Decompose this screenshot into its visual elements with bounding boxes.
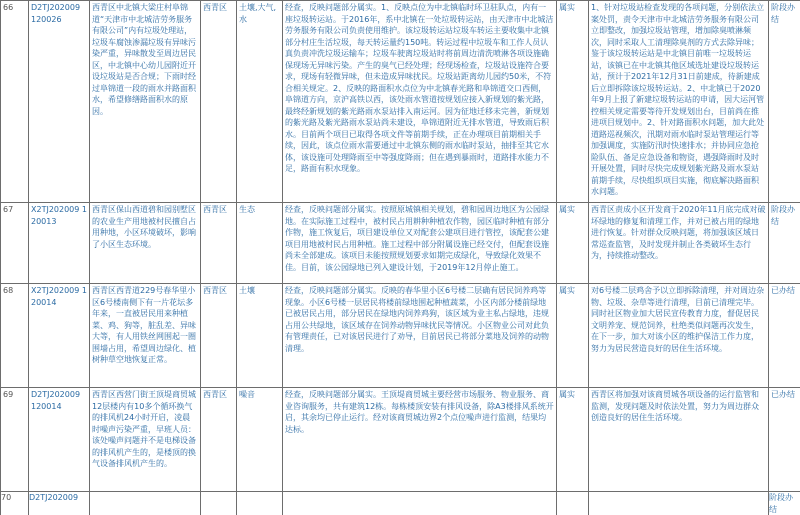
table-row — [1, 1, 800, 203]
pollution-type: 土壤,大气,水 — [237, 1, 283, 203]
truth-status: 属实 — [557, 388, 589, 492]
pollution-type: 噪音 — [237, 388, 283, 492]
case-code: X2TJ202009 120013 — [29, 203, 90, 284]
rectification-measures: 1、针对垃圾站检查发现的各项问题，分别依法立案处罚，责令天津市中北城洁劳务服务有限公司立即整改，加强垃圾站管理，增加除臭喷淋频次，同时采取人工清理除臭剂的方式去除异味；鉴于该垃圾转运站是中北镇目前唯一垃圾转运站，该镇已在中北镇其他区域选址建设垃圾转运站，预计于2021年12月31日前建成，待新建成后立即拆除该垃圾转运站。2、中北镇已于2020年9月上报了新建垃圾转运站的申请，因大运河管控相关规定需要等待开发规划出台，目前尚在推进项目规划中。2、针对路面积水问题，加大此处道路巡视频次，汛期对雨水临时泵站管理运行等加强调度，实施防汛时快速排水；并协同应急抢险队伍、备足应急设备和物资，遇强降雨时及时开展处置，同时尽快完成规划紫光路及雨水泵站前期手续，尽快组织项目实施，彻底解决路面积水问题。 — [589, 1, 769, 203]
row-number: 68 — [1, 284, 29, 388]
complaint-content: 西青区西青道229号春华里小区6号楼南侧下有一片花坛多年来，一直被居民用来种植菜、鸡、狗等，脏乱差、异味大等，有人用铁丝网围起一圈围墙占用，希望周边绿化、植树种草空地恢复正常。 — [90, 284, 201, 388]
district: 西青区 — [201, 284, 237, 388]
rectification-measures: 西青区将加强对该商贸城各项设备的运行监管和监测，发现问题及时依法处置，努力为周边群众创造良好的居住生活环境。 — [589, 388, 769, 492]
table-row — [1, 203, 800, 284]
row-number: 70 — [1, 492, 29, 515]
pollution-type: 生态 — [237, 203, 283, 284]
completion-status: 已办结 — [769, 388, 800, 492]
completion-status: 阶段办结 — [769, 1, 800, 203]
complaint-content: 西青区中北镇大梁庄村阜锦道“天津市中北城洁劳务服务有限公司”内有垃圾处理站，垃圾车腐蚀渗漏垃圾有异味污染严重，异味散发至周边居民区，中北镇中心幼儿园附近开设垃圾站是否合规；下雨时经过阜锦道一段的雨水并路面积水，希望修缮路面积水的原因。 — [90, 1, 201, 203]
investigation-finding: 经查，反映问题部分属实。1、反映点位为中北镇临时环卫驻队点，内有一座垃圾转运站。于2016年，系中北镇在一处垃圾转运站，由天津市中北城洁劳务服务有限公司负责使用维护。该垃圾转运站垃圾车转运主要收集中北镇部分村庄生活垃圾，每天转运量约150吨。转运过程中垃圾车和工作人员认真负责冲洗垃圾运输车；垃圾车驶离垃圾站时将前周边清洗喷淋各项设施确保现场无异味污染。产生的臭气已经处理；经现场检查，垃圾站设施符合要求，现场有轻微异味，但未造成异味扰民。垃圾站距离幼儿园约50米，不符合相关规定。2、反映的路面积水点位为中北镇春光路和阜锦道交口西侧，阜锦道方向，京沪高铁以西，该处雨水管道按规划应接入新规划的紫光路，最终经新规划的紫光路雨水泵站排入南运河。因为征地迁移未完善，新规划的紫光路及紫光路雨水泵站尚未建设，阜锦道附近无排水管道，导致雨后积水。目前两个项目已取得各项文件等前期手续，正在办理项目前期相关手续，因此，该点位雨水需要通过中北镇东侧的雨水临时泵站，抽排至其它水体，该设施可处理降雨至中等强度降雨；但在遇到暴雨时，道路排水能力不足，路面有积水现象。 — [283, 1, 557, 203]
investigation-finding: 经查，反映问题部分属实。王顶堤商贸城主要经营市场服务、物业服务、商业咨询服务，共有建筑12栋。每栋楼顶安装有排风设备，除A3楼排风系统开启，其余均已停止运行。经对该商贸城边界2个点位噪声进行监测，结果均达标。 — [283, 388, 557, 492]
table-row — [1, 388, 800, 492]
row-number: 67 — [1, 203, 29, 284]
district: 西青区 — [201, 1, 237, 203]
district: 西青区 — [201, 203, 237, 284]
district: 西青区 — [201, 388, 237, 492]
completion-status: 阶段办结 — [769, 492, 800, 515]
complaint-content: 西青区保山西道碧和园别墅区的农业生产用地被村民擅自占用种地，小区环境破坏，影响了小区生态环境。 — [90, 203, 201, 284]
investigation-finding: 经查，反映问题部分属实。反映的春华里小区6号楼二层确有居民饲养鸡等现象。小区6号楼一层居民将楼前绿地围起种植蔬菜，小区内部分楼前绿地已被居民占用，部分居民在绿地内饲养鸡狗，该区域为业主私占绿地，违规占用公共绿地，该区域存在饲养动物异味扰民等情况。小区物业公司对此负有管理责任，已对该居民进行了劝导，目前居民已将部分菜地及饲养的动物清理。 — [283, 284, 557, 388]
table-row — [1, 284, 800, 388]
rectification-measures: 对6号楼二层鸡舍予以立即拆除清理，并对周边杂物、垃圾、杂草等进行清理，目前已清理完毕。同时社区物业加大居民宣传教育力度，督促居民文明养宠、规范饲养，杜绝类似问题再次发生，在下一步，加大对该小区的维护保洁工作力度，努力为居民营造良好的居住生活环境。 — [589, 284, 769, 388]
investigation-finding: 经查，反映问题部分属实。按照原城镇相关规划，碧和园周边地区为公园绿地。在实际施工过程中，被村民占用耕种种植农作物，园区临时种植有部分作物，施工恢复后，项目建设单位又对配套公建项目进行管控，该配套公建项目用地被村民占用种植。施工过程中部分附属设施已经交付，但配套设施尚未全部建成。该项目未能按照规划要求如期完成绿化，导致绿化效果不佳。目前，该公园绿地已列入建设计划，于2019年12月停止施工。 — [283, 203, 557, 284]
complaint-content: 西青区西营门街王顶堤商贸城12层楼内有10多个循环换气的排风机24小时开启，凌晨时噪声污染严重，早班人员：该处噪声问题并不是电梯设备的排风机产生的，是楼顶的换气设备排风机产生的。 — [90, 388, 201, 492]
truth-status: 属实 — [557, 203, 589, 284]
row-number: 66 — [1, 1, 29, 203]
completion-status: 已办结 — [769, 284, 800, 388]
case-code: D2TJ202009 120026 — [29, 1, 90, 203]
row-number: 69 — [1, 388, 29, 492]
case-code: X2TJ202009 120014 — [29, 284, 90, 388]
rectification-measures: 西青区责成小区开发商于2020年11月底完成对破坏绿地的修复和清理工作，并对已被占用的绿地进行恢复。针对群众反映问题，将加强该区域日常巡查监管，及时发现并制止各类破坏生态行为，持续推动整改。 — [589, 203, 769, 284]
truth-status: 属实 — [557, 284, 589, 388]
truth-status: 属实 — [557, 1, 589, 203]
table-row-partial — [1, 492, 800, 515]
pollution-type: 土壤 — [237, 284, 283, 388]
completion-status: 阶段办结 — [769, 203, 800, 284]
case-code: D2TJ202009 120014 — [29, 388, 90, 492]
case-code: D2TJ202009 — [29, 492, 90, 515]
